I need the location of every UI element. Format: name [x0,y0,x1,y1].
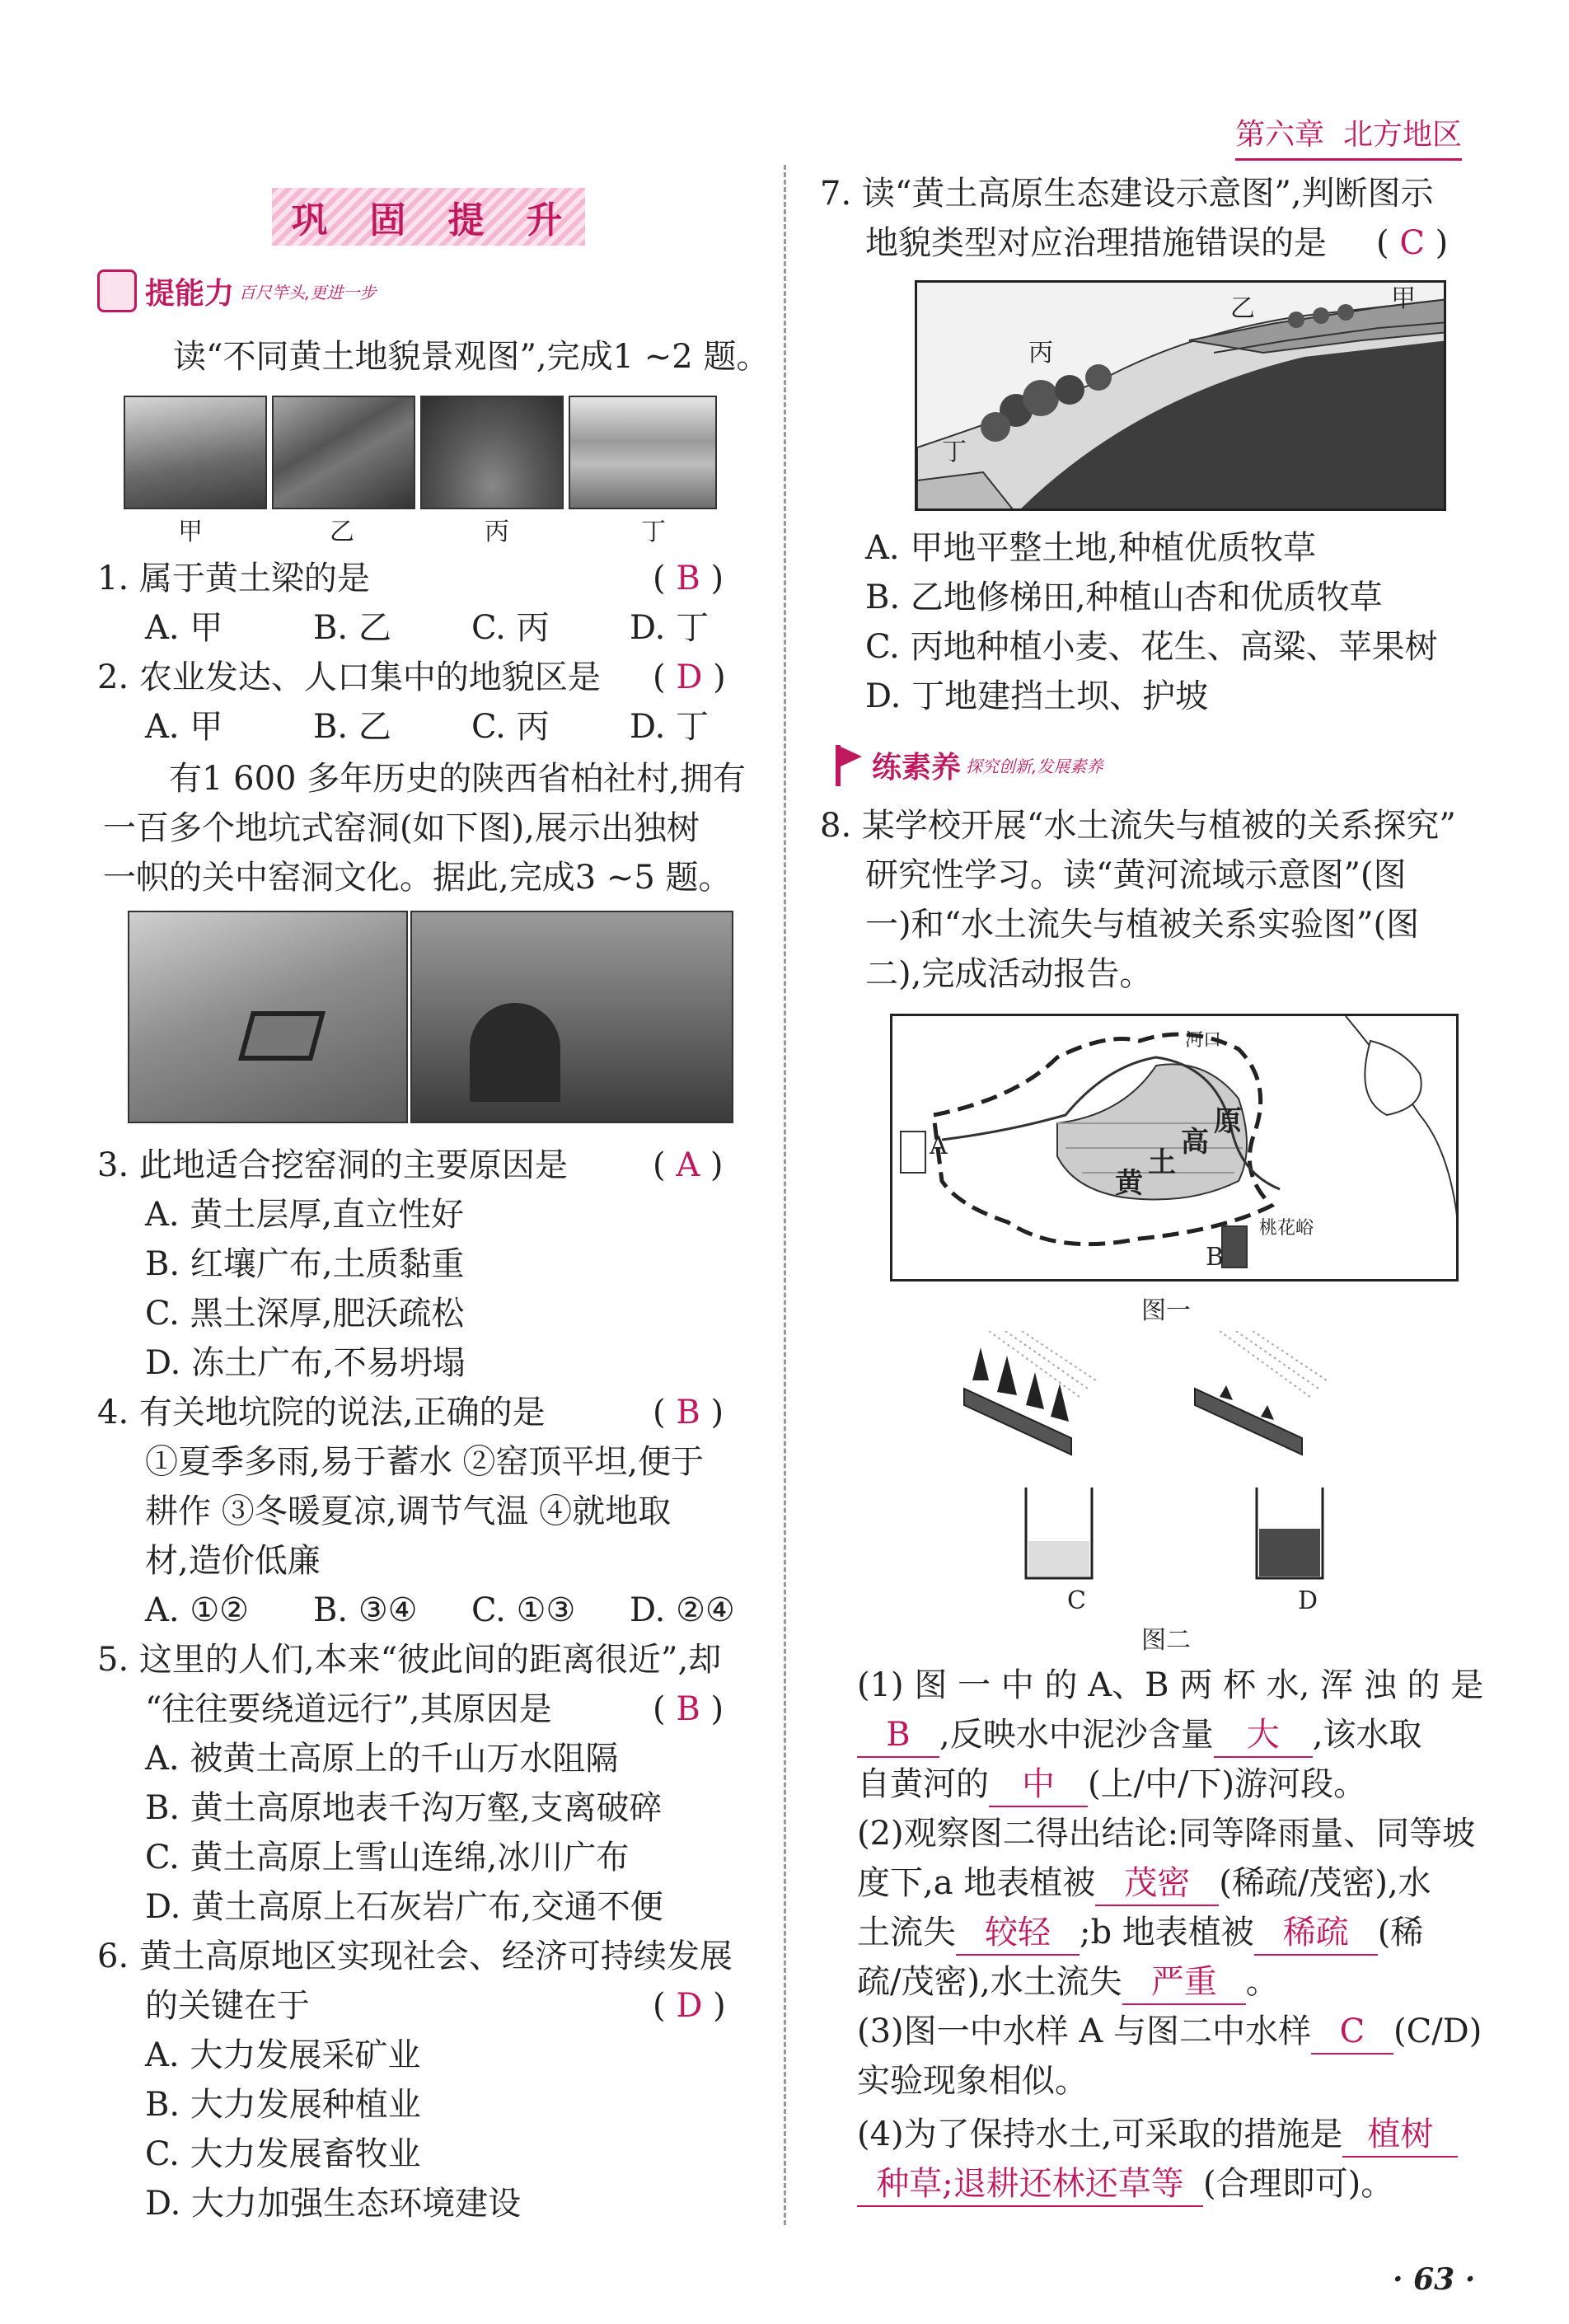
q8-part1-blank: 大 [1214,1713,1313,1758]
q8-part3-text: (3)图一中水样 A 与图二中水样 [857,2012,1311,2050]
landform-photo-bing [420,396,564,509]
loess-ecology-svg [917,283,1446,511]
tag-literacy [831,742,1144,788]
q8-part1-blank: B [857,1713,939,1758]
q7-answer-bracket: ( C ) [1376,224,1449,262]
q8-part2-text: 度下,a 地表植被 [857,1864,1096,1902]
intro-text-2-line: 一百多个地坑式窑洞(如下图),展示出独树 [103,809,700,847]
map-label-loess: 原 [1214,1105,1242,1138]
loess-ecology-diagram [915,280,1446,511]
map-label-loess: 黄 [1115,1167,1143,1200]
fig1-caption: 图一 [1141,1296,1191,1325]
q4-option: C. ①③ [471,1591,576,1629]
q7-option: A. 甲地平整土地,种植优质牧草 [865,529,1317,567]
q8-part3-line [857,2007,1482,2056]
q5-answer-bracket: ( B ) [653,1690,724,1728]
q2-option: D. 丁 [630,708,710,746]
q4-body-line: 耕作 ③冬暖夏凉,调节气温 ④就地取 [145,1492,672,1530]
tag-ability [97,268,427,314]
q1-option: B. 乙 [313,609,391,647]
q4-option: D. ②④ [630,1591,735,1629]
photo-caption: 乙 [330,518,354,546]
photo-caption: 甲 [178,518,203,546]
landform-photo-jia [124,396,267,509]
q8-part1-text: (上/中/下)游河段。 [1088,1765,1367,1803]
q3-option: D. 冻土广布,不易坍塌 [145,1344,466,1382]
courtyard-pit [238,1011,326,1061]
q8-stem-line: 一)和“水土流失与植被关系实验图”(图 [865,906,1420,944]
section-title [272,188,585,246]
q4-body-line: 材,造价低廉 [145,1542,321,1580]
q2-stem: 2. 农业发达、人口集中的地貌区是 [97,658,601,696]
q1-answer: B [676,560,700,597]
erosion-experiment-diagram [948,1331,1401,1611]
q7-fig-label: 乙 [1230,294,1255,323]
map-label-a: A [930,1132,948,1160]
q8-part1-text: ,该水取 [1312,1716,1422,1754]
landform-photo-yi [272,396,415,509]
fig2-caption: 图二 [1141,1626,1191,1655]
q1-answer-bracket: ( B ) [653,560,724,597]
cave-aerial-photo [128,911,408,1123]
q2-option: A. 甲 [145,708,223,746]
tag-ability-title: 提能力 [145,276,235,311]
q8-stem-line: 二),完成活动报告。 [865,955,1153,993]
q5-option: C. 黄土高原上雪山连绵,冰川广布 [145,1839,630,1877]
q5-option: A. 被黄土高原上的千山万水阻隔 [145,1740,619,1778]
q8-part3-line2: 实验现象相似。 [857,2062,1088,2100]
q1-option: A. 甲 [145,609,223,647]
q7-option: D. 丁地建挡土坝、护坡 [865,677,1209,715]
q2-answer: D [676,658,703,696]
q2-option: B. 乙 [313,708,391,746]
q8-part2-blank: 严重 [1122,1961,1246,2005]
q7-fig-label: 甲 [1391,284,1416,313]
chapter-title: 北方地区 [1342,118,1462,152]
map-label-taohuayu: 桃花峪 [1259,1218,1314,1239]
q8-part2-text: 土流失 [857,1914,956,1952]
q8-part2-line4 [857,1957,1279,2007]
q8-part1-line3 [857,1759,1366,1809]
q4-answer-bracket: ( B ) [653,1394,724,1431]
cave-arch [470,1003,560,1102]
intro-text-2-line: 有1 600 多年历史的陕西省柏社村,拥有 [169,760,746,798]
q8-part2-blank: 较轻 [956,1911,1080,1956]
tag-literacy-subtitle: 探究创新,发展素养 [966,756,1103,776]
q8-part1-text: 自黄河的 [857,1765,989,1803]
q8-part2-blank: 稀疏 [1254,1911,1378,1956]
q3-option: C. 黑土深厚,肥沃疏松 [145,1295,465,1333]
q8-part2-line3 [857,1908,1423,1957]
q5-stem-line: “往往要绕道远行”,其原因是 [145,1690,552,1728]
map-label-b: B [1206,1243,1225,1272]
yellow-river-basin-map [890,1014,1459,1281]
q6-answer-bracket: ( D ) [653,1987,726,2025]
q8-part3-text: (C/D) [1393,2012,1482,2050]
q6-option: D. 大力加强生态环境建设 [145,2185,522,2223]
q6-option: B. 大力发展种植业 [145,2086,421,2124]
q1-option: D. 丁 [630,609,710,647]
q3-answer-bracket: ( A ) [653,1146,724,1184]
q4-body-line: ①夏季多雨,易于蓄水 ②窑顶平坦,便于 [145,1443,705,1481]
q6-answer: D [676,1987,703,2025]
q8-part3-blank: C [1311,2010,1393,2055]
q4-stem: 4. 有关地坑院的说法,正确的是 [97,1394,546,1431]
q4-answer: B [676,1394,700,1431]
q7-fig-label: 丙 [1028,339,1053,368]
q8-part4-line [857,2110,1458,2159]
landform-photo-ding [569,396,717,509]
q8-part1-line2 [857,1710,1421,1759]
q5-answer: B [676,1690,700,1728]
q1-stem: 1. 属于黄土梁的是 [97,560,370,597]
flag-icon [831,743,864,786]
q8-part4-blank: 种草;退耕还林还草等 [857,2162,1203,2207]
chapter-header [1235,111,1462,161]
q8-stem-line: 8. 某学校开展“水土流失与植被的关系探究” [820,807,1456,845]
q7-stem-line: 7. 读“黄土高原生态建设示意图”,判断图示 [820,175,1434,213]
q6-option: A. 大力发展采矿业 [145,2036,421,2074]
q3-stem: 3. 此地适合挖窑洞的主要原因是 [97,1146,568,1184]
q8-part4-line2 [857,2159,1393,2209]
badge-icon [97,269,137,312]
cave-courtyard-photo [410,911,733,1123]
q8-part2-text: (稀 [1377,1914,1424,1952]
q5-option: B. 黄土高原地表千沟万壑,支离破碎 [145,1789,663,1827]
section-title-char: 升 [526,199,566,241]
section-title-char: 提 [447,199,488,241]
q8-part2-text: (稀疏/茂密),水 [1219,1864,1431,1902]
fig2-label-d: D [1298,1586,1318,1615]
q5-option: D. 黄土高原上石灰岩广布,交通不便 [145,1888,663,1926]
q8-part4-blank: 植树 [1342,2113,1458,2158]
tag-literacy-title: 练素养 [872,750,962,785]
q8-part2-blank: 茂密 [1095,1862,1219,1906]
chapter-number: 第六章 [1235,118,1325,152]
q6-stem-line: 的关键在于 [145,1987,310,2025]
q8-part4-text: (合理即可)。 [1203,2165,1394,2203]
photo-caption: 丙 [485,518,509,546]
q2-answer-bracket: ( D ) [653,658,726,696]
q8-part1-blank: 中 [989,1763,1088,1807]
q3-answer: A [676,1146,700,1184]
q8-part2-line2 [857,1858,1431,1908]
intro-text-2-line: 一帜的关中窑洞文化。据此,完成3 ~5 题。 [103,859,732,897]
q7-answer: C [1399,224,1425,262]
column-divider [784,165,786,2225]
q8-part2-text: 疏/茂密),水土流失 [857,1963,1122,2001]
q5-stem-line: 5. 这里的人们,本来“彼此间的距离很近”,却 [97,1641,722,1679]
q8-part2-line: (2)观察图二得出结论:同等降雨量、同等坡 [857,1815,1476,1853]
q4-option: B. ③④ [313,1591,418,1629]
q1-option: C. 丙 [471,609,550,647]
fig2-label-c: C [1067,1586,1086,1615]
map-label-hekou: 河口 [1185,1030,1222,1051]
tag-ability-subtitle: 百尺竿头,更进一步 [239,282,377,302]
q7-option: B. 乙地修梯田,种植山杏和优质牧草 [865,579,1383,616]
q8-part2-text: ;b 地表植被 [1080,1914,1254,1952]
q8-part2-text: 。 [1245,1963,1279,2001]
page-number: · 63 · [1393,2262,1476,2297]
q8-part1-line: (1) 图 一 中 的 A、B 两 杯 水, 浑 浊 的 是 [857,1666,1484,1704]
q8-part4-text: (4)为了保持水土,可采取的措施是 [857,2115,1343,2153]
q2-option: C. 丙 [471,708,550,746]
q8-stem-line: 研究性学习。读“黄河流域示意图”(图 [865,856,1407,894]
q6-option: C. 大力发展畜牧业 [145,2135,421,2173]
photo-caption: 丁 [641,518,666,546]
intro-text-1: 读“不同黄土地貌景观图”,完成1 ~2 题。 [173,338,770,376]
section-title-char: 固 [369,199,410,241]
q6-stem-line: 6. 黄土高原地区实现社会、经济可持续发展 [97,1937,733,1975]
q7-stem-line: 地貌类型对应治理措施错误的是 [865,224,1327,262]
q3-option: A. 黄土层厚,直立性好 [145,1196,465,1234]
map-label-loess: 土 [1148,1146,1176,1179]
q7-fig-label: 丁 [942,438,967,466]
q8-part1-text: ,反映水中泥沙含量 [939,1716,1214,1754]
q4-option: A. ①② [145,1591,250,1629]
q7-option: C. 丙地种植小麦、花生、高粱、苹果树 [865,628,1438,666]
section-title-char: 巩 [291,199,331,241]
map-label-loess: 高 [1181,1126,1209,1159]
q3-option: B. 红壤广布,土质黏重 [145,1245,465,1283]
